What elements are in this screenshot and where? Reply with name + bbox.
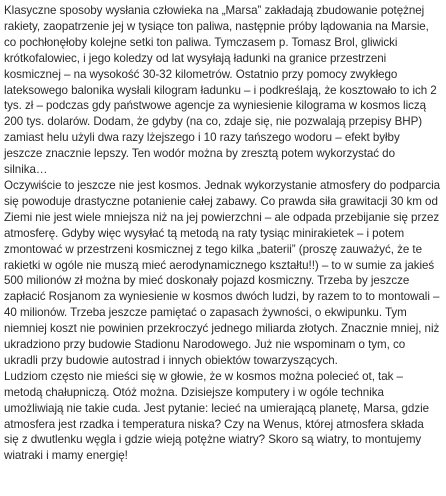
article-paragraph: Ludziom często nie mieści się w głowie, że w kosmos można polecieć ot, tak – metodą chałupniczą. Otóż można. Dzisiejsze komputery i w ogóle technika umożliwiają nie takie cuda. Jest pytanie: lecieć na umierającą planetę, Marsa, gdzie atmosfera jest rzadka i temperatura niska? Czy na Wenus, której atmosfera składa się z dwutlenku węgla i gdzie wieją potężne wiatry? Skoro są wiatry, to montujemy wiatraki i mamy energię!	[4, 369, 429, 463]
article-paragraph: Oczywiście to jeszcze nie jest kosmos. Jednak wykorzystanie atmosfery do podparcia się powoduje drastyczne potanienie całej zabawy. Co prawda siła grawitacji 30 km od Ziemi nie jest wiele mniejsza niż na jej powierzchni – ale odpada przebijanie się przez atmosferę. Gdyby więc wysyłać tą metodą na raty tysiąc minirakietek – i potem zmontować w przestrzeni kosmicznej z tego kilka „baterii” (proszę zauważyć, że te rakietki w ogóle nie muszą mieć aerodynamicznego kształtu!!) – to w sumie za jakieś 500 milionów zł można by mieć doskonały pojazd kosmiczny. Trzeba by jeszcze zapłacić Rosjanom za wyniesienie w kosmos dwóch ludzi, by razem to to montowali – 40 milionów. Trzeba jeszcze pamiętać o zapasach żywności, o ekwipunku. Tym niemniej koszt nie powinien przekroczyć jednego miliarda złotych. Znacznie mniej, niż ukradziono przy budowie Stadionu Narodowego. Już nie wspominam o tym, co ukradli przy budowie autostrad i innych obiektów towarzyszących.	[4, 178, 440, 367]
article-paragraph: Klasyczne sposoby wysłania człowieka na „Marsa” zakładają zbudowanie potężnej rakiety, zaopatrzenie jej w tysiące ton paliwa, następnie próby lądowania na Marsie, co pochłonęłoby kolejne setki ton paliwa. Tymczasem p. Tomasz Brol, gliwicki krótkofalowiec, i jego koledzy od lat wysyłają ładunki na granice przestrzeni kosmicznej – na wysokość 30-32 kilometrów. Ostatnio przy pomocy zwykłego lateksowego balonika wysłali kilogram ładunku – i podkreślają, że kosztowało to ich 2 tys. zł – podczas gdy państwowe agencje za wyniesienie kilograma w kosmos liczą 200 tys. dolarów. Dodam, że gdyby (na co, zdaje się, nie pozwalają przepisy BHP) zamiast helu użyli dwa razy lżejszego i 10 razy tańszego wodoru – efekt byłby jeszcze znacznie lepszy. Ten wodór można by zresztą potem wykorzystać do silnika…	[4, 4, 437, 177]
